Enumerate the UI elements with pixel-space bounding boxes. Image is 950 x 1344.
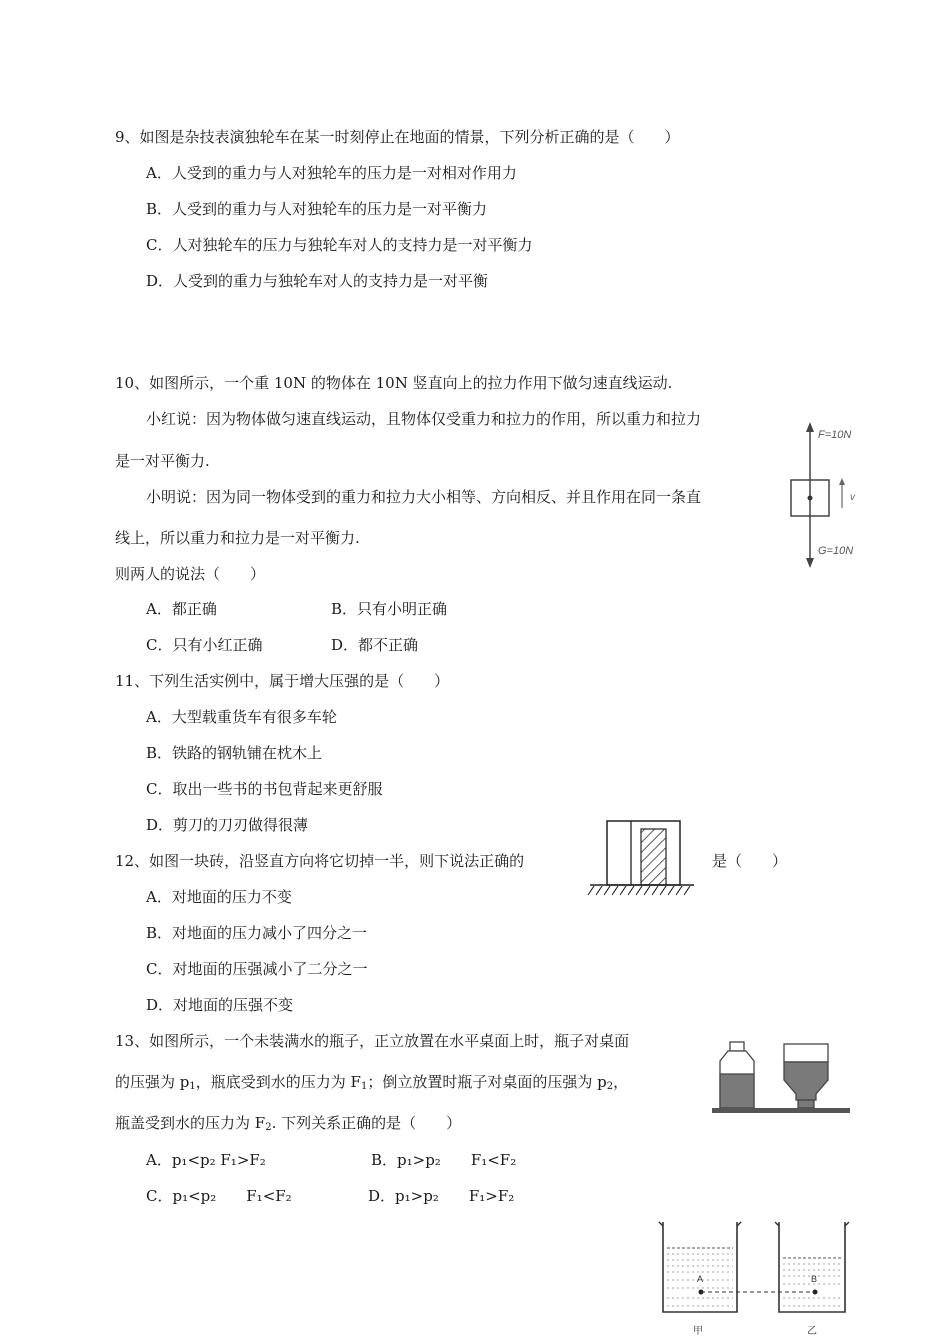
beakers-figure bbox=[655, 1218, 860, 1342]
point-a-label: A bbox=[697, 1274, 704, 1284]
upright-bottle bbox=[720, 1042, 754, 1108]
label-yi: 乙 bbox=[807, 1326, 817, 1337]
q9-option-d: D．人受到的重力与独轮车对人的支持力是一对平衡 bbox=[146, 272, 489, 290]
q12-stem-right: 是（ ） bbox=[712, 852, 788, 870]
cut-half bbox=[641, 829, 666, 885]
point-b-label: B bbox=[811, 1274, 818, 1284]
force-g-label: G=10N bbox=[818, 545, 854, 557]
q9-stem: 9、如图是杂技表演独轮车在某一时刻停止在地面的情景，下列分析正确的是（ ） bbox=[115, 128, 680, 146]
q11-stem: 11、下列生活实例中，属于增大压强的是（ ） bbox=[115, 672, 450, 690]
bottles-figure bbox=[712, 1036, 852, 1116]
q12-option-a: A．对地面的压力不变 bbox=[146, 888, 292, 906]
q13-stem-line2: 的压强为 $p_1$，瓶底受到水的压力为 $F_1$；倒立放置时瓶子对桌面的压强为 $p_2$， bbox=[115, 1073, 629, 1092]
q11-option-d: D．剪刀的刀刃做得很薄 bbox=[146, 816, 309, 834]
q10-xiaohong-line2: 是一对平衡力. bbox=[115, 452, 210, 470]
q11-option-a: A．大型载重货车有很多车轮 bbox=[146, 708, 337, 726]
q12-option-c: C．对地面的压强减小了二分之一 bbox=[146, 960, 368, 978]
q10-stem: 10、如图所示，一个重 10N 的物体在 10N 竖直向上的拉力作用下做匀速直线运动. bbox=[115, 374, 673, 392]
force-f-label: F=10N bbox=[818, 429, 852, 441]
q10-option-d: D．都不正确 bbox=[331, 636, 419, 654]
q10-xiaohong-line1: 小红说：因为物体做匀速直线运动，且物体仅受重力和拉力的作用，所以重力和拉力 bbox=[146, 410, 702, 428]
label-jia: 甲 bbox=[693, 1326, 703, 1337]
q13-stem-line3: 瓶盖受到水的压力为 $F_2$. 下列关系正确的是（ ） bbox=[115, 1114, 462, 1133]
velocity-label: v bbox=[850, 492, 855, 503]
q10-option-a: A．都正确 bbox=[146, 600, 217, 618]
q9-option-c: C．人对独轮车的压力与独轮车对人的支持力是一对平衡力 bbox=[146, 236, 533, 254]
q13-option-b: B．p₁>p₂ F₁<F₂ bbox=[371, 1151, 517, 1169]
q13-stem-line1: 13、如图所示，一个未装满水的瓶子，正立放置在水平桌面上时，瓶子对桌面 bbox=[115, 1032, 630, 1050]
q13-option-d: D．p₁>p₂ F₁>F₂ bbox=[368, 1187, 515, 1205]
q12-stem-left: 12、如图一块砖，沿竖直方向将它切掉一半，则下说法正确的 bbox=[115, 852, 525, 870]
q10-option-c: C．只有小红正确 bbox=[146, 636, 263, 654]
q10-option-b: B．只有小明正确 bbox=[331, 600, 448, 618]
table-surface bbox=[712, 1108, 850, 1113]
q9-option-b: B．人受到的重力与人对独轮车的压力是一对平衡力 bbox=[146, 200, 488, 218]
q10-xiaoming-line1: 小明说：因为同一物体受到的重力和拉力大小相等、方向相反、并且作用在同一条直 bbox=[146, 488, 702, 506]
inverted-bottle bbox=[784, 1044, 828, 1108]
q11-option-c: C．取出一些书的书包背起来更舒服 bbox=[146, 780, 383, 798]
q9-option-a: A．人受到的重力与人对独轮车的压力是一对相对作用力 bbox=[146, 164, 517, 182]
q11-option-b: B．铁路的钢轨铺在枕木上 bbox=[146, 744, 323, 762]
q13-option-a: A．p₁<p₂ F₁>F₂ bbox=[146, 1151, 266, 1169]
q10-xiaoming-line2: 线上，所以重力和拉力是一对平衡力. bbox=[115, 529, 360, 547]
force-diagram bbox=[786, 418, 876, 573]
beaker-right bbox=[775, 1222, 849, 1312]
q10-question: 则两人的说法（ ） bbox=[115, 565, 266, 583]
brick-figure bbox=[586, 818, 698, 902]
q12-option-b: B．对地面的压力减小了四分之一 bbox=[146, 924, 368, 942]
q13-option-c: C．p₁<p₂ F₁<F₂ bbox=[146, 1187, 292, 1205]
beaker-left bbox=[659, 1222, 741, 1312]
q12-option-d: D．对地面的压强不变 bbox=[146, 996, 294, 1014]
